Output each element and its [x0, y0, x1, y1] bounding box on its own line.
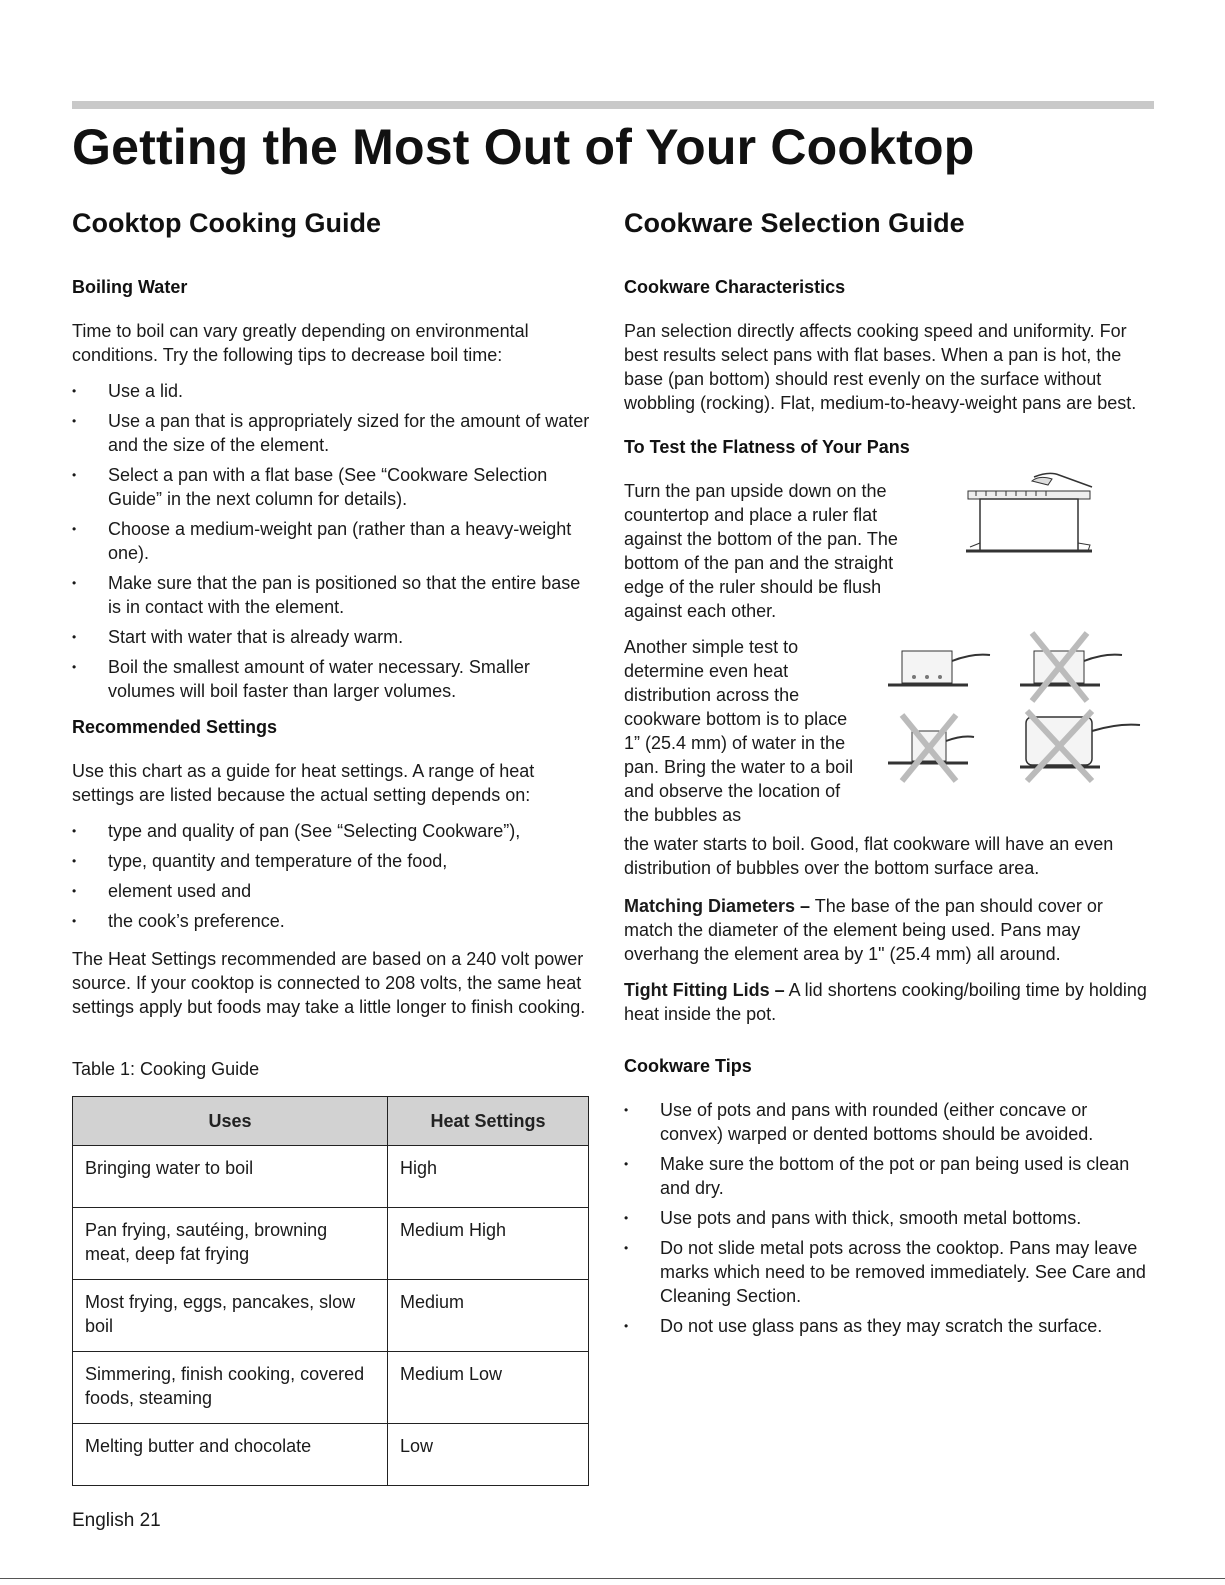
cookware-tips-subheading: Cookware Tips: [624, 1056, 752, 1076]
list-item: • Start with water that is already warm.: [72, 625, 592, 649]
tight-lids-text: A lid shortens cooking/boiling time by holding heat inside the pot.: [624, 980, 1147, 1024]
good-pan-icon: [888, 651, 990, 685]
large-pan-crossed-icon: [1020, 711, 1140, 781]
table-cell-setting: Low: [388, 1424, 589, 1486]
table-caption: Table 1: Cooking Guide: [72, 1059, 260, 1079]
top-rule: [72, 101, 1154, 109]
header-heat-settings: Heat Settings: [388, 1097, 589, 1146]
list-item: • element used and: [72, 879, 592, 903]
recommended-intro: Use this chart as a guide for heat settings. A range of heat settings are listed because the actual setting depends on:: [72, 761, 535, 805]
list-item: • Boil the smallest amount of water necessary. Smaller volumes will boil faster than larger volumes.: [72, 655, 592, 703]
matching-diameters-paragraph: [624, 894, 1154, 966]
cookware-tips-list: [624, 1098, 1154, 1338]
header-uses: Uses: [73, 1097, 388, 1146]
matching-diameters-label: Matching Diameters –: [624, 896, 811, 916]
tight-lids-paragraph: [624, 978, 1154, 1026]
table-cell-use: Melting butter and chocolate: [73, 1424, 388, 1486]
factors-list: [72, 819, 592, 933]
table-header-row: [73, 1097, 589, 1146]
recommended-settings-subheading: Recommended Settings: [72, 717, 278, 737]
bottom-rule: [0, 1578, 1225, 1579]
warped-pan-crossed-icon: [1020, 633, 1122, 701]
table-cell-setting: Medium: [388, 1280, 589, 1352]
list-item: • type, quantity and temperature of the food,: [72, 849, 592, 873]
voltage-note: The Heat Settings recommended are based on a 240 volt power source. If your cooktop is connected to 208 volts, the same heat settings apply but foods may take a little longer to finish cooking.: [72, 949, 586, 1017]
table-cell-setting: High: [388, 1146, 589, 1208]
cooking-guide-table: [72, 1096, 589, 1486]
table-row: [73, 1280, 589, 1352]
heat-distribution-section: [624, 635, 1154, 835]
flatness-subheading: To Test the Flatness of Your Pans: [624, 437, 910, 457]
list-item: • Do not use glass pans as they may scratch the surface.: [624, 1314, 1154, 1338]
list-item: • Make sure the bottom of the pot or pan being used is clean and dry.: [624, 1152, 1154, 1200]
list-item: • Choose a medium-weight pan (rather than a heavy-weight one).: [72, 517, 592, 565]
table-cell-use: Simmering, finish cooking, covered foods, steaming: [73, 1352, 388, 1424]
list-item: • Use a lid.: [72, 379, 592, 403]
heat-test-text: Another simple test to determine even heat distribution across the cookware bottom is to place 1” (25.4 mm) of water in the pan. Bring the water to a boil and observe the location of the bubbles as: [624, 637, 854, 825]
heat-test-tail: the water starts to boil. Good, flat cookware will have an even distribution of bubbles over the bottom surface area.: [624, 834, 1114, 878]
cookware-guide-heading: Cookware Selection Guide: [624, 208, 965, 238]
small-pan-crossed-icon: [888, 715, 974, 781]
pan-bubble-test-illustration: [882, 631, 1142, 811]
list-item: • Use of pots and pans with rounded (either concave or convex) warped or dented bottoms should be avoided.: [624, 1098, 1154, 1146]
boiling-tips-list: [72, 379, 592, 703]
page-title: Getting the Most Out of Your Cooktop: [72, 119, 975, 175]
list-item: • Use pots and pans with thick, smooth metal bottoms.: [624, 1206, 1154, 1230]
table-cell-setting: Medium High: [388, 1208, 589, 1280]
list-item: • Use a pan that is appropriately sized for the amount of water and the size of the element.: [72, 409, 592, 457]
boiling-intro: Time to boil can vary greatly depending on environmental conditions. Try the following tips to decrease boil time:: [72, 321, 529, 365]
list-item: • Make sure that the pan is positioned so that the entire base is in contact with the element.: [72, 571, 592, 619]
list-item: • Select a pan with a flat base (See “Cookware Selection Guide” in the next column for details).: [72, 463, 592, 511]
page-footer: English 21: [72, 1510, 161, 1531]
right-column: [624, 208, 1154, 1352]
table-cell-use: Pan frying, sautéing, browning meat, deep fat frying: [73, 1208, 388, 1280]
table-cell-use: Most frying, eggs, pancakes, slow boil: [73, 1280, 388, 1352]
flatness-section: [624, 479, 1154, 623]
table-cell-use: Bringing water to boil: [73, 1146, 388, 1208]
boiling-water-subheading: Boiling Water: [72, 277, 188, 297]
flatness-text: Turn the pan upside down on the countertop and place a ruler flat against the bottom of the pan. The bottom of the pan and the straight edge of the ruler should be flush against each other.: [624, 481, 898, 621]
left-column: [72, 208, 592, 1486]
list-item: • the cook’s preference.: [72, 909, 592, 933]
cooktop-guide-heading: Cooktop Cooking Guide: [72, 208, 381, 238]
table-cell-setting: Medium Low: [388, 1352, 589, 1424]
matching-diameters-text: The base of the pan should cover or match the diameter of the element being used. Pans may overhang the element area by 1" (25.4 mm) all around.: [624, 896, 1103, 964]
list-item: • Do not slide metal pots across the cooktop. Pans may leave marks which need to be removed immediately. See Care and Cleaning Section.: [624, 1236, 1154, 1308]
tight-lids-label: Tight Fitting Lids –: [624, 980, 785, 1000]
table-row: [73, 1146, 589, 1208]
table-row: [73, 1208, 589, 1280]
cookware-characteristics-subheading: Cookware Characteristics: [624, 277, 846, 297]
ruler-on-pan-illustration: [964, 469, 1094, 559]
list-item: • type and quality of pan (See “Selecting Cookware”),: [72, 819, 592, 843]
table-row: [73, 1352, 589, 1424]
characteristics-text: Pan selection directly affects cooking speed and uniformity. For best results select pans with flat bases. When a pan is hot, the base (pan bottom) should rest evenly on the surface without wobbling (rocking). Flat, medium-to-heavy-weight pans are best.: [624, 321, 1137, 413]
table-row: [73, 1424, 589, 1486]
